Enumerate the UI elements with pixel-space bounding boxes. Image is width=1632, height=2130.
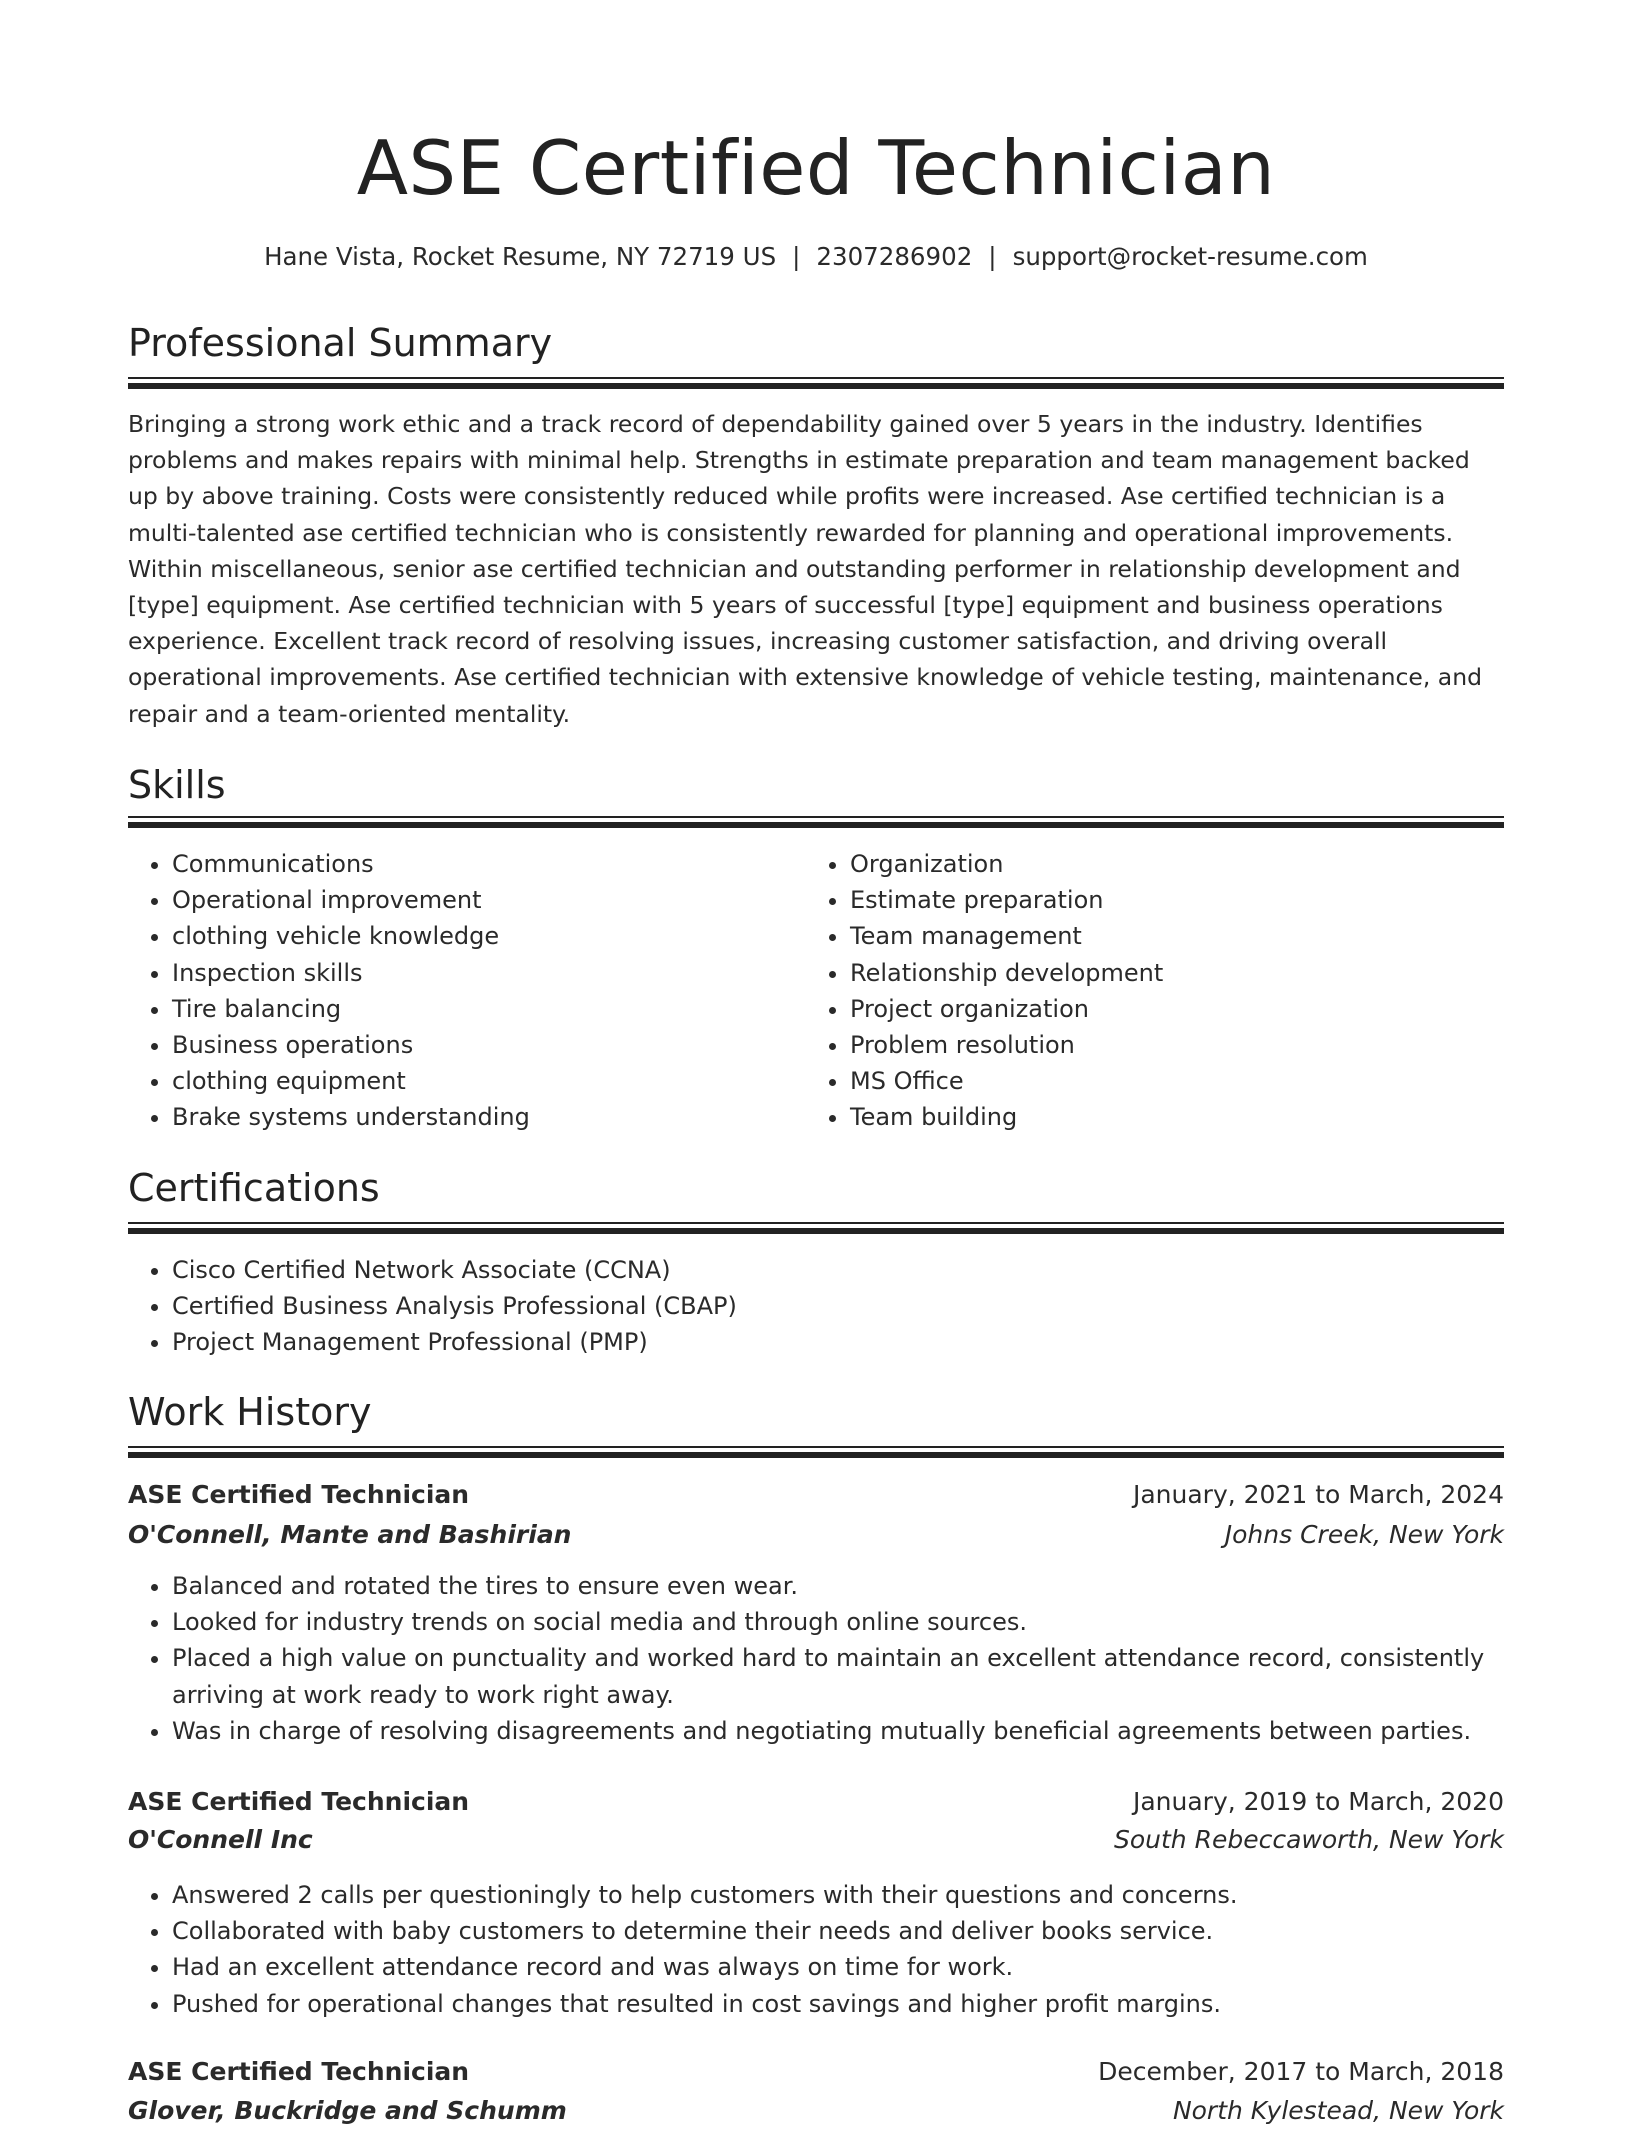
list-item: • Tire balancing: [172, 991, 802, 1027]
job-dates: December, 2017 to March, 2018: [1098, 2057, 1504, 2086]
skills-list-right: [806, 846, 1500, 1136]
section-title-skills: Skills: [128, 763, 226, 807]
list-item: • Balanced and rotated the tires to ensure even wear.: [172, 1568, 1502, 1604]
summary-text: Bringing a strong work ethic and a track record of dependability gained over 5 years in the industry. Identifies problems and makes repairs with minimal help. Strengths in estimate preparation and team management backed up by above training. Costs were consistently reduced while profits were increased. Ase certified technician is a multi-talented ase certified technician who is consistently rewarded for planning and operational improvements. Within miscellaneous, senior ase certified technician and outstanding performer in relationship development and [type] equipment. Ase certified technician with 5 years of successful [type] equipment and business operations experience. Excellent track record of resolving issues, increasing customer satisfaction, and driving overall operational improvements. Ase certified technician with extensive knowledge of vehicle testing, maintenance, and repair and a team-oriented mentality.: [128, 410, 1483, 728]
list-item: • Brake systems understanding: [172, 1099, 802, 1135]
section-title-certifications: Certifications: [128, 1166, 380, 1210]
list-item: • Relationship development: [850, 955, 1500, 991]
section-divider: [128, 377, 1504, 388]
list-item: • Operational improvement: [172, 882, 802, 918]
section-title-summary: Professional Summary: [128, 321, 553, 365]
job-location: South Rebeccaworth, New York: [1113, 1825, 1504, 1854]
list-item: • Had an excellent attendance record and was always on time for work.: [172, 1949, 1502, 1985]
section-divider: [128, 1222, 1504, 1233]
list-item: • Communications: [172, 846, 802, 882]
list-item: • Answered 2 calls per questioningly to help customers with their questions and concerns.: [172, 1877, 1502, 1913]
list-item: • Was in charge of resolving disagreements and negotiating mutually beneficial agreements between parties.: [172, 1713, 1502, 1749]
list-item: • MS Office: [850, 1063, 1500, 1099]
job-location: North Kylestead, New York: [1172, 2096, 1504, 2125]
job-dates: January, 2021 to March, 2024: [1132, 1480, 1504, 1509]
section-title-work-history: Work History: [128, 1390, 372, 1434]
job-title: ASE Certified Technician: [128, 2057, 470, 2086]
contact-separator: |: [792, 242, 801, 271]
contact-email[interactable]: support@rocket-resume.com: [1012, 242, 1368, 271]
job-company: O'Connell, Mante and Bashirian: [128, 1520, 572, 1549]
list-item: • Project Management Professional (PMP): [172, 1324, 1502, 1360]
job-title: ASE Certified Technician: [128, 1787, 470, 1816]
job-company: Glover, Buckridge and Schumm: [128, 2096, 567, 2125]
contact-phone[interactable]: 2307286902: [816, 242, 973, 271]
candidate-name: ASE Certified Technician: [356, 124, 1276, 212]
list-item: • Pushed for operational changes that resulted in cost savings and higher profit margins.: [172, 1986, 1502, 2022]
list-item: • Inspection skills: [172, 955, 802, 991]
list-item: • Placed a high value on punctuality and worked hard to maintain an excellent attendance record, consistently arriving at work ready to work right away.: [172, 1640, 1502, 1712]
job-title: ASE Certified Technician: [128, 1480, 470, 1509]
job-location: Johns Creek, New York: [1224, 1520, 1504, 1549]
list-item: • Looked for industry trends on social media and through online sources.: [172, 1604, 1502, 1640]
list-item: • Organization: [850, 846, 1500, 882]
list-item: • Certified Business Analysis Professional (CBAP): [172, 1288, 1502, 1324]
contact-address: Hane Vista, Rocket Resume, NY 72719 US: [264, 242, 777, 271]
contact-line: [0, 238, 1632, 276]
list-item: • Problem resolution: [850, 1027, 1500, 1063]
contact-separator: |: [988, 242, 997, 271]
section-divider: [128, 1446, 1504, 1457]
job-dates: January, 2019 to March, 2020: [1132, 1787, 1504, 1816]
list-item: • Business operations: [172, 1027, 802, 1063]
job-company: O'Connell Inc: [128, 1825, 313, 1854]
skills-list-left: [128, 846, 802, 1136]
section-divider: [128, 816, 1504, 827]
list-item: • Collaborated with baby customers to determine their needs and deliver books service.: [172, 1913, 1502, 1949]
list-item: • Cisco Certified Network Associate (CCNA): [172, 1252, 1502, 1288]
job-duties-list: [128, 1568, 1502, 1749]
list-item: • Estimate preparation: [850, 882, 1500, 918]
list-item: • Team management: [850, 918, 1500, 954]
list-item: • clothing vehicle knowledge: [172, 918, 802, 954]
list-item: • Project organization: [850, 991, 1500, 1027]
job-duties-list: [128, 1877, 1502, 2022]
list-item: • clothing equipment: [172, 1063, 802, 1099]
certifications-list: [128, 1252, 1502, 1361]
list-item: • Team building: [850, 1099, 1500, 1135]
